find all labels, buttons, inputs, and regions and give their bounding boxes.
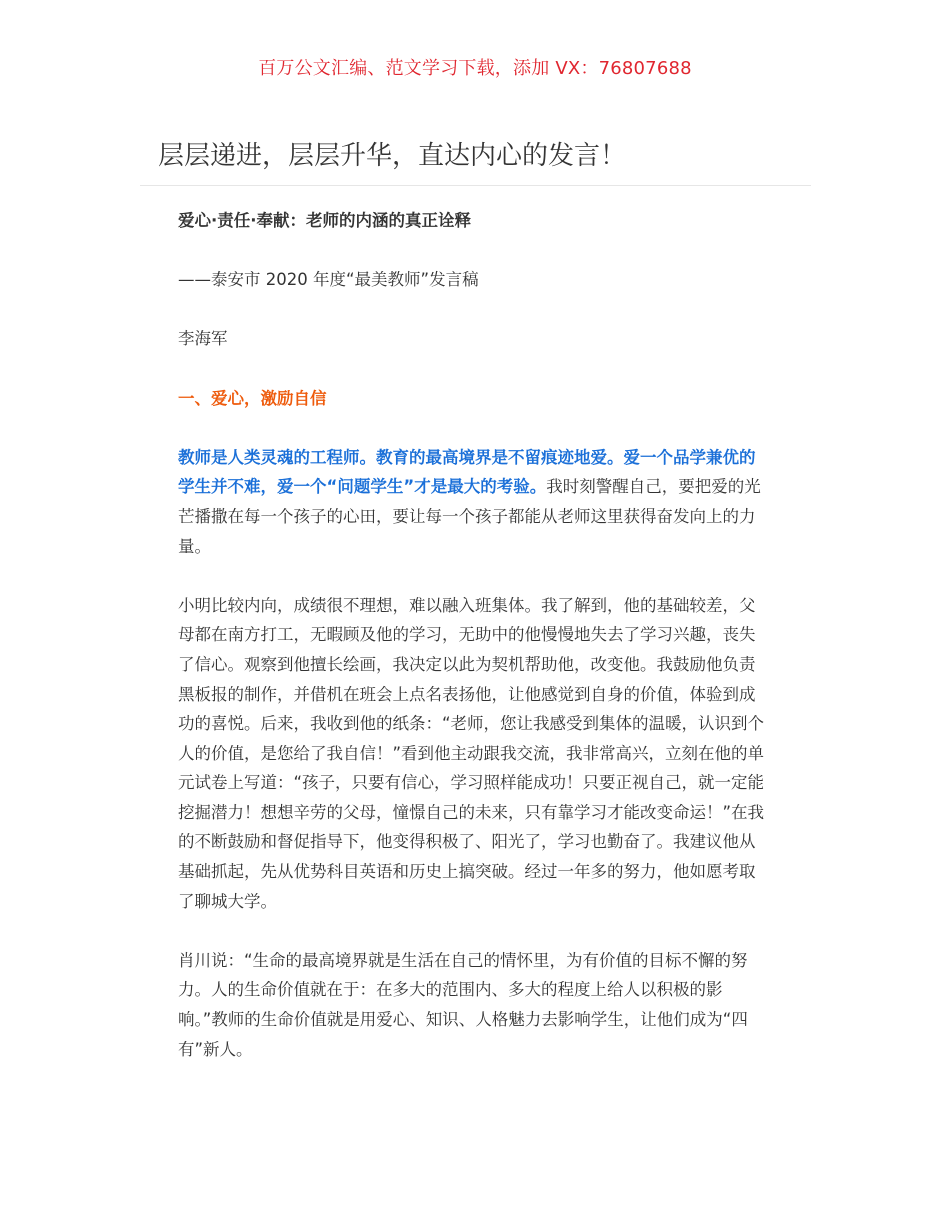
section-heading: 一、爱心，激励自信: [178, 388, 327, 408]
paragraph-1: [178, 443, 770, 561]
paragraph-1-highlight: 教师是人类灵魂的工程师。教育的最高境界是不留痕迹地爱。爱一个品学兼优的学生并不难，爱一个“问题学生”才是最大的考验。: [178, 447, 756, 497]
page-title: 层层递进，层层升华，直达内心的发言！: [158, 141, 627, 171]
paragraph-2: 小明比较内向，成绩很不理想，难以融入班集体。我了解到，他的基础较差，父母都在南方打工，无暇顾及他的学习，无助中的他慢慢地失去了学习兴趣，丧失了信心。观察到他擅长绘画，我决定以此为契机帮助他，改变他。我鼓励他负责黑板报的制作，并借机在班会上点名表扬他，让他感觉到自身的价值，体验到成功的喜悦。后来，我收到他的纸条：“老师，您让我感受到集体的温暖，认识到个人的价值，是您给了我自信！”看到他主动跟我交流，我非常高兴，立刻在他的单元试卷上写道：“孩子，只要有信心，学习照样能成功！只要正视自己，就一定能挖掘潜力！想想辛劳的父母，憧憬自己的未来，只有靠学习才能改变命运！”在我的不断鼓励和督促指导下，他变得积极了、阳光了，学习也勤奋了。我建议他从基础抓起，先从优势科目英语和历史上搞突破。经过一年多的努力，他如愿考取了聊城大学。: [178, 595, 765, 911]
article-author: 李海军: [178, 329, 228, 349]
article-subtitle: ——泰安市 2020 年度“最美教师”发言稿: [178, 270, 479, 290]
paragraph-3: 肖川说：“生命的最高境界就是生活在自己的情怀里，为有价值的目标不懈的努力。人的生命价值就在于：在多大的范围内、多大的程度上给人以积极的影响。”教师的生命价值就是用爱心、知识、人格魅力去影响学生，让他们成为“四有”新人。: [178, 950, 748, 1059]
article-heading: 爱心·责任·奉献：老师的内涵的真正诠释: [178, 211, 472, 230]
article-body: [178, 206, 770, 1094]
promo-banner: 百万公文汇编、范文学习下载，添加 VX：76807688: [258, 58, 692, 79]
paragraph-1-text: 我时刻警醒自己，要把爱的光芒播撒在每一个孩子的心田，要让每一个孩子都能从老师这里获得奋发向上的力量。: [178, 477, 761, 556]
title-divider: [140, 185, 811, 186]
